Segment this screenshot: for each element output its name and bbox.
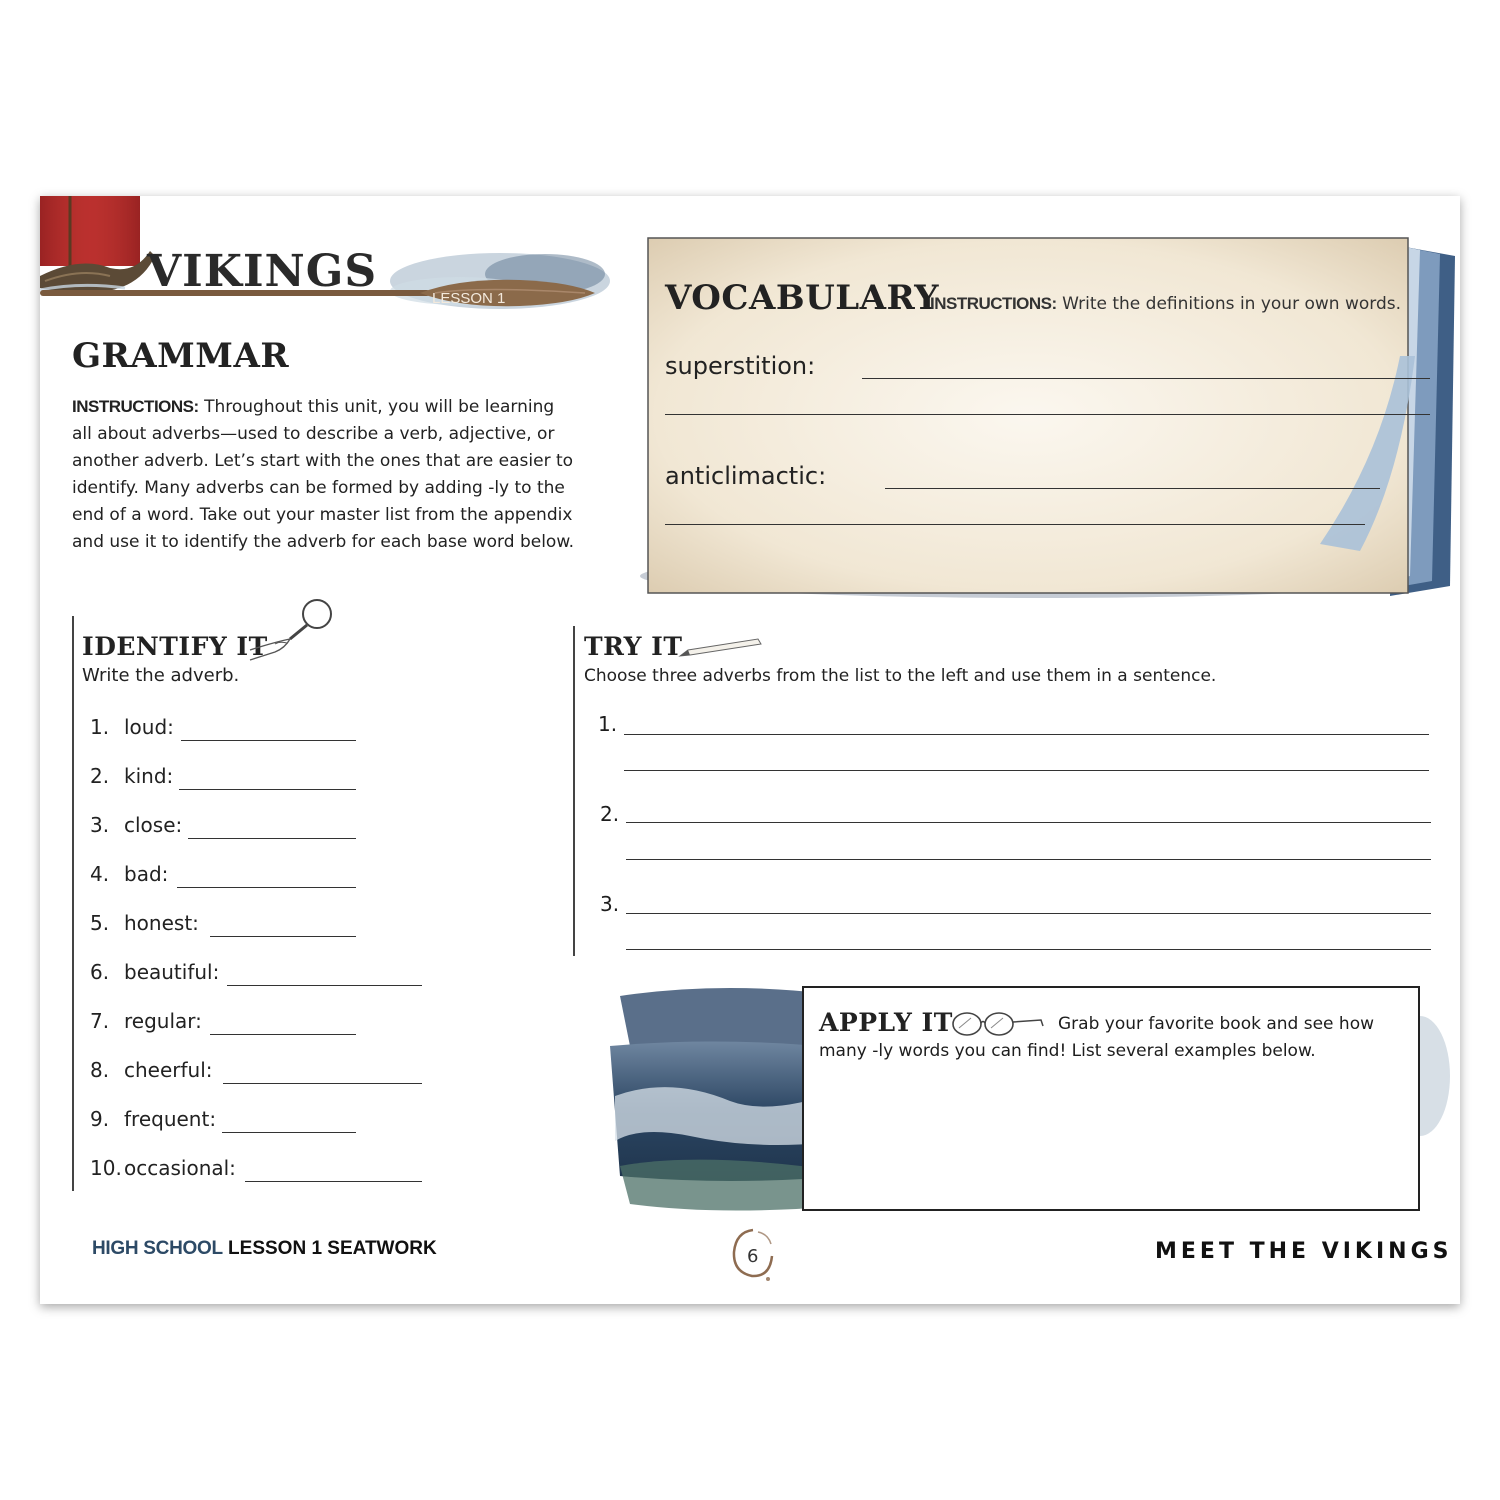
apply-title: APPLY IT [819,1008,953,1037]
adverb-answer-line[interactable] [179,789,356,790]
vocab-word-superstition: superstition: [665,352,816,380]
list-item: 10. occasional: [90,1156,236,1180]
vocab-answer-line[interactable] [665,524,1365,525]
vocabulary-card [620,226,1460,606]
apply-text-line-2: many -ly words you can find! List several examples below. [819,1041,1316,1061]
adverb-answer-line[interactable] [223,1083,422,1084]
instructions-line: INSTRUCTIONS: Throughout this unit, you will be learning [72,397,555,417]
sentence-line[interactable] [626,949,1431,950]
list-item: 8. cheerful: [90,1058,213,1082]
try-item-number: 2. [600,802,620,826]
adverb-answer-line[interactable] [227,985,422,986]
list-item: 1. loud: [90,715,174,739]
sentence-line[interactable] [624,770,1429,771]
vocabulary-instructions: INSTRUCTIONS: Write the definitions in your own words. [930,294,1402,314]
instructions-line: another adverb. Let’s start with the ones that are easier to [72,451,574,471]
footer-left [92,1238,437,1260]
header-title: VIKINGS [147,246,378,297]
list-item: 2. kind: [90,764,174,788]
vocab-answer-line[interactable] [665,414,1430,415]
vocabulary-instructions-label: INSTRUCTIONS: [930,294,1057,313]
adverb-answer-line[interactable] [188,838,356,839]
instructions-line: end of a word. Take out your master list from the appendix [72,505,573,525]
adverb-answer-line[interactable] [210,1034,356,1035]
identify-subtitle: Write the adverb. [82,665,240,686]
footer-right: MEET THE VIKINGS [1155,1239,1453,1264]
header-banner [40,196,615,316]
vocab-answer-line[interactable] [885,488,1380,489]
sentence-line[interactable] [624,734,1429,735]
identify-title: IDENTIFY IT [82,632,268,661]
list-item: 4. bad: [90,862,169,886]
identify-divider [72,616,74,1191]
list-item: 5. honest: [90,911,199,935]
vocabulary-title: VOCABULARY [665,278,939,318]
list-item: 7. regular: [90,1009,202,1033]
adverb-answer-line[interactable] [210,936,356,937]
sentence-line[interactable] [626,822,1431,823]
magnifying-glass-icon [245,594,340,664]
lesson-tag: LESSON 1 [432,290,506,307]
apply-box[interactable] [802,986,1420,1211]
try-title: TRY IT [584,632,683,661]
sentence-line[interactable] [626,859,1431,860]
list-item: 3. close: [90,813,183,837]
worksheet-page [40,196,1460,1304]
instructions-line: identify. Many adverbs can be formed by adding -ly to the [72,478,565,498]
adverb-answer-line[interactable] [245,1181,422,1182]
adverb-answer-line[interactable] [222,1132,356,1133]
list-item: 6. beautiful: [90,960,220,984]
grammar-title: GRAMMAR [72,336,290,376]
try-divider [573,626,575,956]
list-item: 9. frequent: [90,1107,217,1131]
instructions-line: all about adverbs—used to describe a verb, adjective, or [72,424,555,444]
footer-level: HIGH SCHOOL [92,1238,223,1259]
pencil-icon [678,636,763,660]
sentence-line[interactable] [626,913,1431,914]
try-item-number: 1. [598,712,618,736]
try-item-number: 3. [600,892,620,916]
vocab-answer-line[interactable] [862,378,1430,379]
footer-lesson: LESSON 1 SEATWORK [228,1238,437,1259]
page-number: 6 [747,1246,759,1267]
instructions-line: and use it to identify the adverb for each base word below. [72,532,575,552]
adverb-answer-line[interactable] [181,740,356,741]
try-subtitle: Choose three adverbs from the list to the left and use them in a sentence. [584,666,1217,686]
grammar-instructions [72,393,592,556]
instructions-label: INSTRUCTIONS: [72,397,199,416]
adverb-answer-line[interactable] [177,887,356,888]
apply-text-line-1: Grab your favorite book and see how [1058,1014,1374,1034]
vocab-word-anticlimactic: anticlimactic: [665,462,827,490]
eyeglasses-icon [949,1008,1049,1038]
